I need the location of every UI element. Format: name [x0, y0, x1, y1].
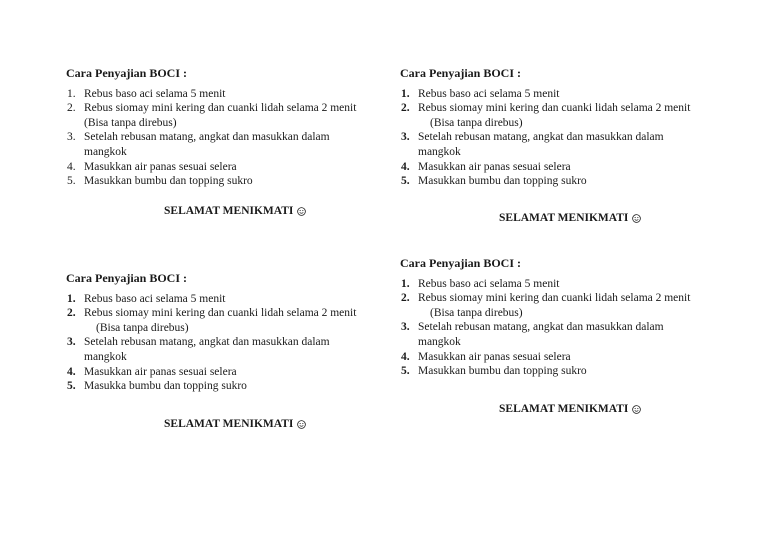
step-text: Masukkan bumbu dan topping sukro: [418, 175, 587, 188]
step-item: [66, 292, 386, 307]
step-number: 5.: [67, 380, 76, 393]
step-text: Masukkan bumbu dan topping sukro: [84, 175, 253, 188]
step-number: 4.: [401, 350, 410, 363]
step-text: Rebus baso aci selama 5 menit: [418, 277, 560, 290]
step-item: [66, 379, 386, 394]
step-text: Rebus siomay mini kering dan cuanki lidah selama 2 menit: [84, 102, 357, 115]
step-text: Rebus baso aci selama 5 menit: [418, 87, 560, 100]
step-text: Masukka bumbu dan topping sukro: [84, 380, 247, 393]
step-number: 3.: [67, 131, 76, 144]
step-number: 5.: [401, 365, 410, 378]
card-title: Cara Penyajian BOCI :: [400, 256, 521, 270]
step-text-continuation: mangkok: [418, 335, 461, 348]
step-list: [66, 292, 386, 394]
step-text: Masukkan bumbu dan topping sukro: [418, 365, 587, 378]
smiley-face-icon: [297, 420, 306, 429]
step-text: Rebus baso aci selama 5 menit: [84, 87, 226, 100]
step-item: [66, 160, 386, 175]
step-text-continuation: mangkok: [84, 350, 127, 363]
smiley-face-icon: [632, 214, 641, 223]
recipe-card-top-left: [66, 66, 386, 189]
step-number: 3.: [67, 336, 76, 349]
step-list: [66, 87, 386, 189]
step-text: Setelah rebusan matang, angkat dan masukkan dalam: [84, 131, 330, 144]
step-number: 5.: [401, 175, 410, 188]
closing-text: SELAMAT MENIKMATI: [499, 403, 629, 415]
step-item: [66, 365, 386, 380]
step-text: Rebus siomay mini kering dan cuanki lidah selama 2 menit: [418, 102, 691, 115]
step-item: [400, 364, 720, 379]
step-number: 2.: [67, 102, 76, 115]
step-item: [400, 320, 720, 349]
closing-message: [499, 403, 641, 415]
closing-text: SELAMAT MENIKMATI: [164, 418, 294, 430]
step-text: Masukkan air panas sesuai selera: [84, 365, 237, 378]
step-text-continuation: (Bisa tanpa direbus): [430, 306, 523, 319]
step-text-continuation: (Bisa tanpa direbus): [96, 321, 189, 334]
step-item: [400, 160, 720, 175]
step-number: 3.: [401, 321, 410, 334]
step-number: 2.: [67, 307, 76, 320]
step-item: [66, 87, 386, 102]
card-title: Cara Penyajian BOCI :: [66, 271, 187, 285]
step-number: 4.: [67, 160, 76, 173]
step-number: 1.: [67, 292, 76, 305]
step-item: [66, 306, 386, 335]
recipe-card-bottom-right: [400, 256, 720, 379]
smiley-face-icon: [297, 207, 306, 216]
closing-message: [164, 418, 306, 430]
step-list: [400, 277, 720, 379]
step-text: Rebus siomay mini kering dan cuanki lidah selama 2 menit: [418, 292, 691, 305]
step-text: Masukkan air panas sesuai selera: [84, 160, 237, 173]
step-item: [400, 174, 720, 189]
step-item: [400, 277, 720, 292]
step-item: [400, 87, 720, 102]
closing-message: [499, 212, 641, 224]
step-number: 1.: [401, 277, 410, 290]
closing-message: [164, 205, 306, 217]
step-item: [400, 130, 720, 159]
step-number: 2.: [401, 292, 410, 305]
closing-text: SELAMAT MENIKMATI: [499, 212, 629, 224]
step-item: [400, 101, 720, 130]
step-number: 4.: [67, 365, 76, 378]
step-text: Masukkan air panas sesuai selera: [418, 160, 571, 173]
step-number: 1.: [67, 87, 76, 100]
step-text: Setelah rebusan matang, angkat dan masukkan dalam: [84, 336, 330, 349]
step-text: Setelah rebusan matang, angkat dan masukkan dalam: [418, 321, 664, 334]
step-item: [400, 291, 720, 320]
step-text: Rebus siomay mini kering dan cuanki lidah selama 2 menit: [84, 307, 357, 320]
step-number: 2.: [401, 102, 410, 115]
step-number: 4.: [401, 160, 410, 173]
step-text-continuation: (Bisa tanpa direbus): [84, 116, 177, 129]
closing-text: SELAMAT MENIKMATI: [164, 205, 294, 217]
step-list: [400, 87, 720, 189]
step-text-continuation: mangkok: [84, 145, 127, 158]
step-text-continuation: mangkok: [418, 145, 461, 158]
recipe-card-top-right: [400, 66, 720, 189]
step-text-continuation: (Bisa tanpa direbus): [430, 116, 523, 129]
step-number: 1.: [401, 87, 410, 100]
step-item: [66, 101, 386, 130]
step-item: [66, 130, 386, 159]
step-item: [66, 335, 386, 364]
step-item: [400, 350, 720, 365]
step-number: 3.: [401, 131, 410, 144]
step-text: Setelah rebusan matang, angkat dan masukkan dalam: [418, 131, 664, 144]
smiley-face-icon: [632, 405, 641, 414]
recipe-card-bottom-left: [66, 271, 386, 394]
step-number: 5.: [67, 175, 76, 188]
step-text: Masukkan air panas sesuai selera: [418, 350, 571, 363]
step-item: [66, 174, 386, 189]
card-title: Cara Penyajian BOCI :: [400, 66, 521, 80]
card-title: Cara Penyajian BOCI :: [66, 66, 187, 80]
step-text: Rebus baso aci selama 5 menit: [84, 292, 226, 305]
